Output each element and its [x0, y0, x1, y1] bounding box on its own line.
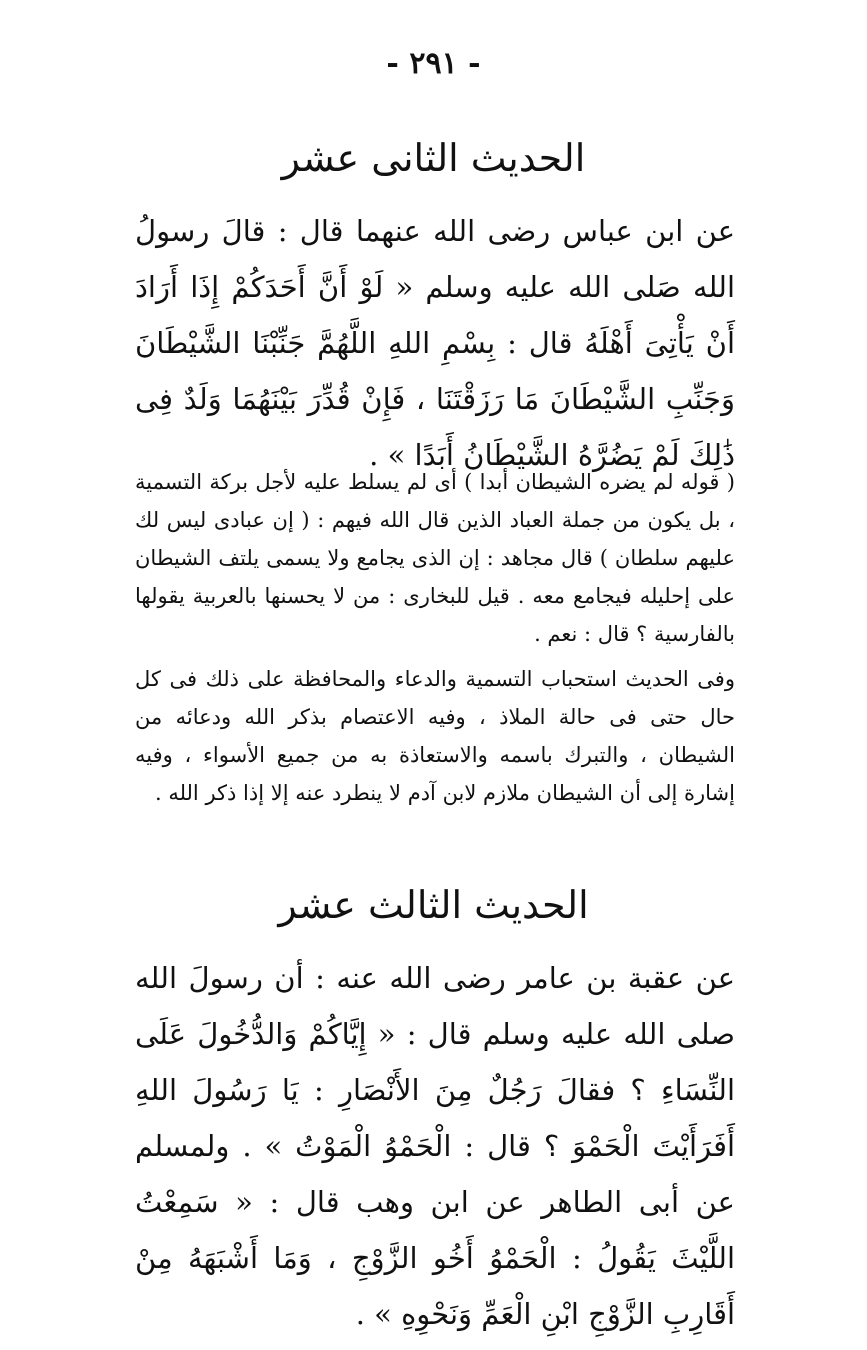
page-number: - ٢٩١ -: [386, 46, 481, 81]
commentary-block-12: [135, 463, 735, 653]
commentary-paragraph: ( قوله لم يضره الشيطان أبدا ) أى لم يسلط عليه لأجل بركة التسمية ، بل يكون من جملة العباد الذين قال الله فيهم : ( إن عبادى ليس لك عليهم سلطان ) قال مجاهد : إن الذى يجامع ولا يسمى يلتف الشيطان على إحليله فيجامع معه . قيل للبخارى : من لا يحسنها بالعربية يقولها بالفارسية ؟ قال : نعم .: [135, 470, 735, 646]
hadith-text-12: [135, 203, 735, 483]
commentary-block-12-b: [135, 660, 735, 812]
section-heading-12: الحديث الثانى عشر: [281, 136, 586, 180]
section-heading-13: الحديث الثالث عشر: [278, 883, 589, 927]
hadith-paragraph: عن عقبة بن عامر رضى الله عنه : أن رسولَ الله صلى الله عليه وسلم قال : « إِيَّاكُمْ وَالدُّخُولَ عَلَى النِّسَاءِ ؟ فقالَ رَجُلٌ مِنَ الأَنْصَارِ : يَا رَسُولَ اللهِ أَفَرَأَيْتَ الْحَمْوَ ؟ قال : الْحَمْوُ الْمَوْتُ » . ولمسلم عن أبى الطاهر عن ابن وهب قال : « سَمِعْتُ اللَّيْثَ يَقُولُ : الْحَمْوُ أَخُو الزَّوْجِ ، وَمَا أَشْبَهَهُ مِنْ أَقَارِبِ الزَّوْجِ ابْنِ الْعَمِّ وَنَحْوِهِ » .: [135, 961, 735, 1331]
commentary-paragraph: وفى الحديث استحباب التسمية والدعاء والمحافظة على ذلك فى كل حال حتى فى حالة الملاذ ، وفيه الاعتصام بذكر الله ودعائه من الشيطان ، والتبرك باسمه والاستعاذة به من جميع الأسواء ، وفيه إشارة إلى أن الشيطان ملازم لابن آدم لا ينطرد عنه إلا إذا ذكر الله .: [135, 667, 735, 805]
hadith-text-13: [135, 950, 735, 1342]
hadith-paragraph: عن ابن عباس رضى الله عنهما قال : قالَ رسولُ الله صَلى الله عليه وسلم « لَوْ أَنَّ أَحَدَكُمْ إِذَا أَرَادَ أَنْ يَأْتِىَ أَهْلَهُ قال : بِسْمِ اللهِ اللَّهُمَّ جَنِّبْنَا الشَّيْطَانَ وَجَنِّبِ الشَّيْطَانَ مَا رَزَقْتَنَا ، فَإِنْ قُدِّرَ بَيْنَهُمَا وَلَدٌ فِى ذَٰلِكَ لَمْ يَضُرَّهُ الشَّيْطَانُ أَبَدًا » .: [135, 214, 735, 472]
